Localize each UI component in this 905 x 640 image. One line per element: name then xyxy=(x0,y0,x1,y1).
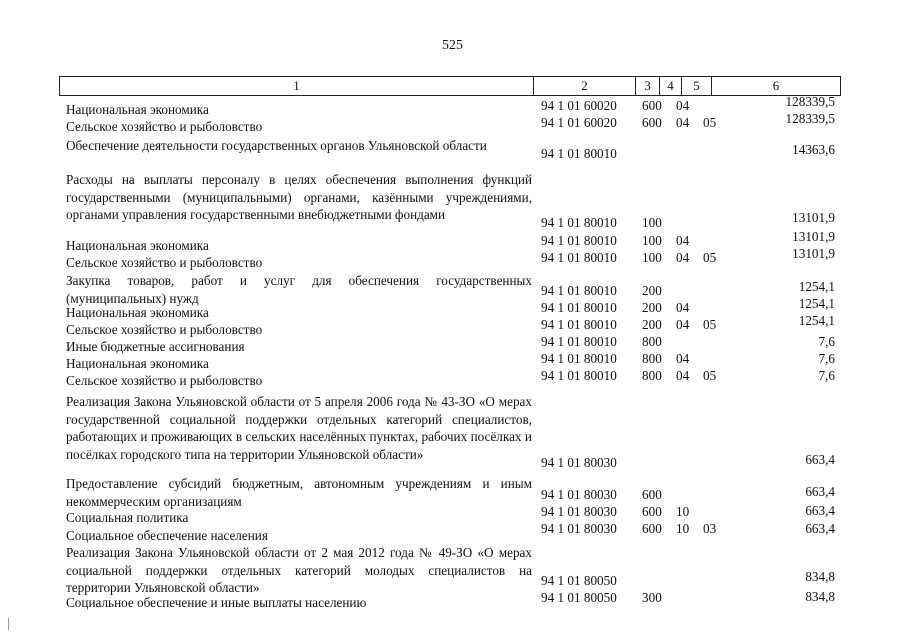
row-c5: 05 xyxy=(703,250,717,265)
row-amount: 663,4 xyxy=(805,503,835,518)
row-c4: 10 xyxy=(676,504,690,519)
row-name: Национальная экономика xyxy=(66,102,209,117)
row-c3: 100 xyxy=(642,233,662,248)
row-name: Реализация Закона Ульяновской области от 2 мая 2012 года № 49-ЗО «О мерах социальной поддержки отдельных категорий молодых специалистов на территории Ульяновской области» xyxy=(66,545,532,595)
row-amount: 1254,1 xyxy=(798,296,835,311)
row-c3: 200 xyxy=(642,283,662,298)
row-name: Обеспечение деятельности государственных органов Ульяновской области xyxy=(66,138,487,153)
row-name: Расходы на выплаты персоналу в целях обеспечения выполнения функций государственными (муниципальными) органами, казёнными учреждениями, органами управления государственными внебюджетными фондами xyxy=(66,172,532,222)
row-c4: 04 xyxy=(676,115,690,130)
margin-mark xyxy=(8,618,9,630)
header-col-6: 6 xyxy=(772,78,780,93)
row-name: Предоставление субсидий бюджетным, автономным учреждениям и иным некоммерческим организациям xyxy=(66,476,532,509)
row-amount: 14363,6 xyxy=(792,142,835,157)
row-c3: 200 xyxy=(642,300,662,315)
row-code: 94 1 01 80050 xyxy=(541,590,617,605)
row-name: Сельское хозяйство и рыболовство xyxy=(66,373,263,388)
row-amount: 13101,9 xyxy=(792,246,835,261)
row-code: 94 1 01 80010 xyxy=(541,146,617,161)
row-code: 94 1 01 80010 xyxy=(541,300,617,315)
row-amount: 13101,9 xyxy=(792,210,835,225)
row-code: 94 1 01 80010 xyxy=(541,233,617,248)
header-col-3: 3 xyxy=(636,77,660,95)
row-code: 94 1 01 80010 xyxy=(541,351,617,366)
row-code: 94 1 01 80010 xyxy=(541,283,617,298)
row-name: Национальная экономика xyxy=(66,356,209,371)
row-code: 94 1 01 80050 xyxy=(541,573,617,588)
row-c5: 05 xyxy=(703,368,717,383)
header-col-5: 5 xyxy=(682,77,712,95)
page-number: 525 xyxy=(442,38,463,53)
row-amount: 7,6 xyxy=(818,351,835,366)
row-code: 94 1 01 80030 xyxy=(541,455,617,470)
row-amount: 834,8 xyxy=(805,589,835,604)
row-name: Сельское хозяйство и рыболовство xyxy=(66,255,263,270)
row-c4: 04 xyxy=(676,98,690,113)
row-c5: 05 xyxy=(703,115,717,130)
row-amount: 834,8 xyxy=(805,569,835,584)
row-c3: 100 xyxy=(642,215,662,230)
row-c3: 100 xyxy=(642,250,662,265)
row-c3: 200 xyxy=(642,317,662,332)
row-name: Социальное обеспечение населения xyxy=(66,528,268,543)
row-code: 94 1 01 80010 xyxy=(541,250,617,265)
row-code: 94 1 01 80010 xyxy=(541,334,617,349)
row-name: Социальная политика xyxy=(66,510,189,525)
row-c4: 04 xyxy=(676,233,690,248)
row-c3: 800 xyxy=(642,368,662,383)
header-col-2: 2 xyxy=(534,77,636,95)
row-amount: 128339,5 xyxy=(785,111,835,126)
row-code: 94 1 01 80030 xyxy=(541,487,617,502)
row-c3: 800 xyxy=(642,334,662,349)
row-name: Национальная экономика xyxy=(66,238,209,253)
header-col-1: 1 xyxy=(60,77,534,95)
row-c4: 10 xyxy=(676,521,690,536)
row-code: 94 1 01 80010 xyxy=(541,368,617,383)
row-c4: 04 xyxy=(676,368,690,383)
row-c3: 600 xyxy=(642,504,662,519)
row-c5: 05 xyxy=(703,317,717,332)
row-c4: 04 xyxy=(676,351,690,366)
row-c4: 04 xyxy=(676,317,690,332)
row-c3: 800 xyxy=(642,351,662,366)
row-name: Иные бюджетные ассигнования xyxy=(66,339,245,354)
row-amount: 13101,9 xyxy=(792,229,835,244)
row-c4: 04 xyxy=(676,250,690,265)
row-code: 94 1 01 80010 xyxy=(541,317,617,332)
row-amount: 128339,5 xyxy=(785,94,835,109)
row-amount: 663,4 xyxy=(805,521,835,536)
row-name: Социальное обеспечение и иные выплаты населению xyxy=(66,595,367,610)
row-name: Сельское хозяйство и рыболовство xyxy=(66,119,263,134)
row-code: 94 1 01 80010 xyxy=(541,215,617,230)
row-amount: 7,6 xyxy=(818,334,835,349)
row-c4: 04 xyxy=(676,300,690,315)
row-code: 94 1 01 60020 xyxy=(541,115,617,130)
row-code: 94 1 01 60020 xyxy=(541,98,617,113)
row-name: Реализация Закона Ульяновской области от 5 апреля 2006 года № 43-ЗО «О мерах государственной социальной поддержки отдельных категорий специалистов, работающих и проживающих в сельских населённых пунктах, рабочих посёлках и посёлках городского типа на территории Ульяновской области» xyxy=(66,394,532,462)
row-amount: 1254,1 xyxy=(798,279,835,294)
row-amount: 663,4 xyxy=(805,484,835,499)
row-c3: 600 xyxy=(642,487,662,502)
row-name: Национальная экономика xyxy=(66,305,209,320)
row-amount: 663,4 xyxy=(805,452,835,467)
row-code: 94 1 01 80030 xyxy=(541,504,617,519)
row-c3: 300 xyxy=(642,590,662,605)
row-code: 94 1 01 80030 xyxy=(541,521,617,536)
row-name: Сельское хозяйство и рыболовство xyxy=(66,322,263,337)
row-amount: 7,6 xyxy=(818,368,835,383)
row-c3: 600 xyxy=(642,98,662,113)
row-c3: 600 xyxy=(642,115,662,130)
row-amount: 1254,1 xyxy=(798,313,835,328)
row-name: Закупка товаров, работ и услуг для обеспечения государственных (муниципальных) нужд xyxy=(66,273,532,306)
header-col-4: 4 xyxy=(660,77,682,95)
row-c3: 600 xyxy=(642,521,662,536)
row-c5: 03 xyxy=(703,521,717,536)
